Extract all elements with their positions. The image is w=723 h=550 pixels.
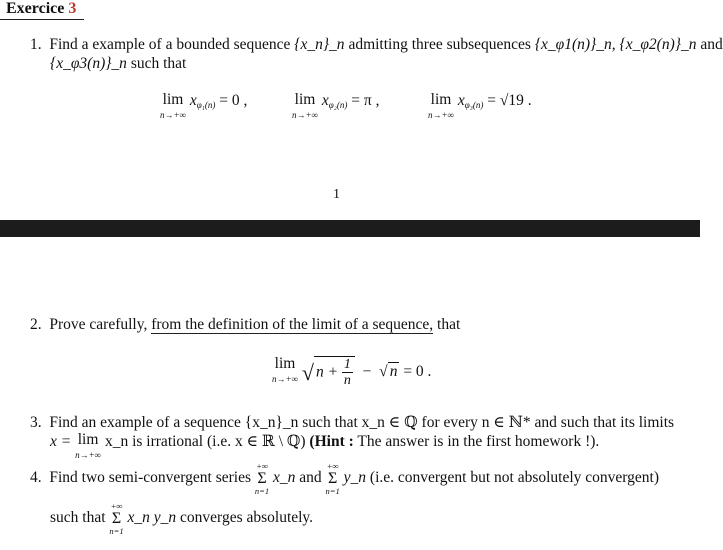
q4-term-y: y_n [343,469,367,487]
page-number: 1 [333,187,340,202]
q4-text2: (i.e. convergent but not absolutely convergent) [369,469,660,487]
exercise-title-word: Exercice [6,0,65,17]
q1-text: Find a example of a bounded sequence [49,36,291,53]
q1-seq: {x_n}_n [294,36,345,53]
q3-text2: x_n is irrational (i.e. x ∈ ℝ \ ℚ) [104,433,306,450]
q2-tail: that [437,316,461,333]
q4-term-x: x_n [272,469,296,487]
q1-limit-1: lim n→+∞ $x_{\varphi_1(n)} = 0$ , [160,91,248,120]
q2-line1 [30,316,460,334]
q3-x-eq: x = [50,433,72,450]
q1-lim1-under: n→+∞ [160,109,186,120]
q1-subseq2: {x_φ2(n)}_n [619,36,697,53]
q4-sum-2: +∞ Σ n=1 [325,461,340,496]
q1-lim2-word: lim [294,91,316,108]
q4-such-that: such that [50,509,106,527]
q2-underlined-phrase: from the definition of the limit of a sequence, [151,316,434,333]
q1-number: 1. [30,36,42,53]
q1-admitting: admitting three subsequences [348,36,531,53]
q1-and: and [700,36,723,53]
q3-line2 [50,432,599,460]
q3-line1 [30,413,674,432]
q4-converges: converges absolutely. [180,509,314,527]
q2-formula: lim n→+∞ √ n + $\frac{1}{n}$ − √ n = 0 . [272,355,432,389]
q4-line1 [30,462,659,495]
q2-lead: Prove carefully, [49,316,148,333]
q1-lim3-rhs: = √19 . [487,92,532,109]
q2-lim-word: lim [274,355,296,372]
q3-hint-text: The answer is in the first homework !). [357,433,600,450]
q1-lim1-rhs: = 0 , [219,92,248,109]
q1-limit-2: lim n→+∞ $x_{\varphi_2(n)} = \pi$ , [292,91,380,120]
q1-subseq3: {x_φ3(n)}_n [50,55,127,72]
q1-subseq1: {x_φ1(n)}_n, [534,36,616,53]
q3-number: 3. [30,414,42,431]
q3-lim-word: lim [77,431,99,448]
exercise-title-number: 3 [68,0,77,17]
q1-lim2-under: n→+∞ [292,109,318,120]
q2-frac-den: n [343,373,351,389]
title-underline [0,19,84,20]
q1-lim3-under: n→+∞ [428,109,454,120]
q1-such-that: such that [130,55,187,72]
q2-frac-num: 1 [343,357,351,372]
q4-number: 4. [30,469,42,487]
q1-lim2-rhs: = π , [351,92,380,109]
q3-text1: Find an example of a sequence {x_n}_n such that x_n ∈ ℚ for every n ∈ ℕ* and such that its limits [49,414,675,431]
q2-lim-under: n→+∞ [272,373,298,384]
q4-and: and [299,469,322,487]
q4-text1: Find two semi-convergent series [49,469,251,487]
q1-line2 [50,55,186,73]
page-separator-bar [0,220,700,237]
q4-sum-3: +∞ Σ n=1 [109,501,124,536]
q2-result: = 0 . [403,362,432,380]
q3-lim-under: n→+∞ [75,449,102,460]
q1-lim1-word: lim [162,91,184,108]
q1-lim3-word: lim [430,91,452,108]
q4-sum-1: +∞ Σ n=1 [254,461,270,496]
q4-line2 [50,502,313,535]
q4-term-xy: x_n y_n [127,509,177,527]
q2-number: 2. [30,316,42,333]
q1-limit-3: lim n→+∞ $x_{\varphi_3(n)} = √19$ . [428,91,532,120]
exercise-title [6,0,76,18]
q3-hint-label: (Hint : [309,433,354,450]
q1-line1 [30,36,723,54]
